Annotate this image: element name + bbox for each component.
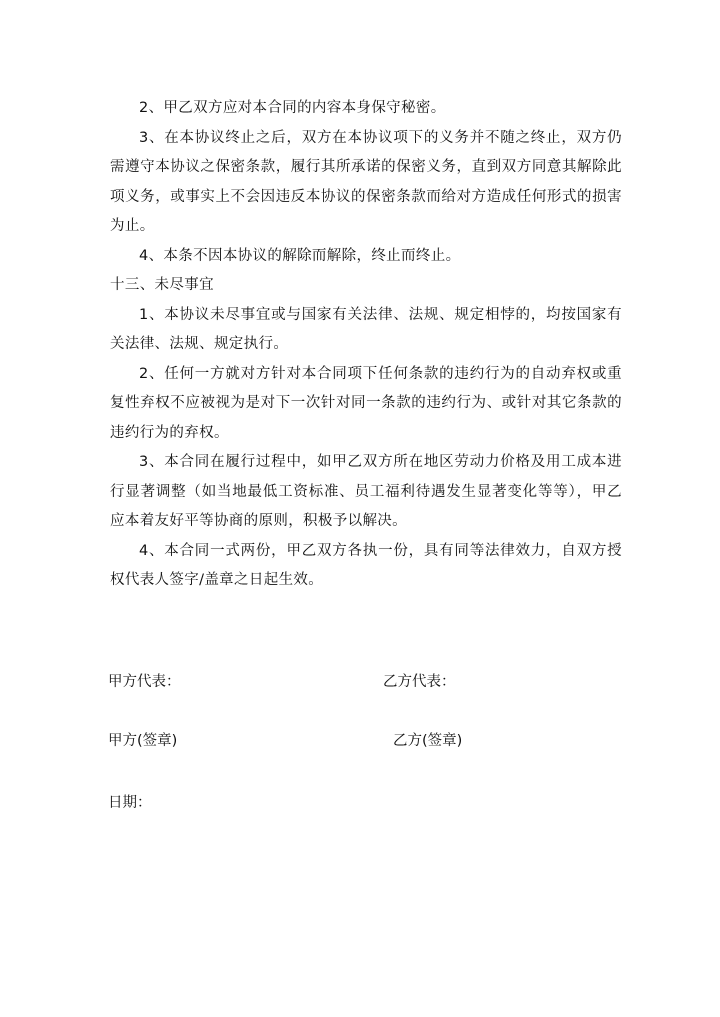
party-b-representative-label: 乙方代表： — [383, 674, 456, 690]
paragraph-misc-3: 3、本合同在履行过程中，如甲乙双方所在地区劳动力价格及用工成本进行显著调整（如当地最低工资标准、员工福利待遇发生显著变化等等），甲乙应本着友好平等协商的原则，积极予以解决。 — [110, 454, 622, 529]
party-b-seal-label: 乙方(签章) — [393, 733, 463, 749]
paragraph-misc-2: 2、任何一方就对方针对本合同项下任何条款的违约行为的自动弃权或重复性弃权不应被视为是对下一次针对同一条款的违约行为、或针对其它条款的违约行为的弃权。 — [110, 365, 622, 441]
date-label: 日期： — [108, 795, 152, 811]
paragraph-confidentiality-2: 2、甲乙双方应对本合同的内容本身保守秘密。 — [139, 100, 446, 116]
document-body — [110, 94, 622, 596]
section-heading: 十三、未尽事宜 — [110, 277, 214, 293]
paragraph-confidentiality-4: 4、本条不因本协议的解除而解除，终止而终止。 — [139, 247, 461, 264]
party-a-representative-label: 甲方代表： — [108, 674, 181, 690]
party-a-seal-label: 甲方(签章) — [108, 733, 178, 749]
paragraph-misc-4: 4、本合同一式两份，甲乙双方各执一份，具有同等法律效力，自双方授权代表人签字/盖章之日起生效。 — [110, 542, 622, 588]
paragraph-misc-1: 1、本协议未尽事宜或与国家有关法律、法规、规定相悖的，均按国家有关法律、法规、规定执行。 — [110, 306, 622, 352]
paragraph-confidentiality-3: 3、在本协议终止之后，双方在本协议项下的义务并不随之终止，双方仍需遵守本协议之保密条款，履行其所承诺的保密义务，直到双方同意其解除此项义务，或事实上不会因违反本协议的保密条款而给对方造成任何形式的损害为止。 — [110, 129, 622, 234]
